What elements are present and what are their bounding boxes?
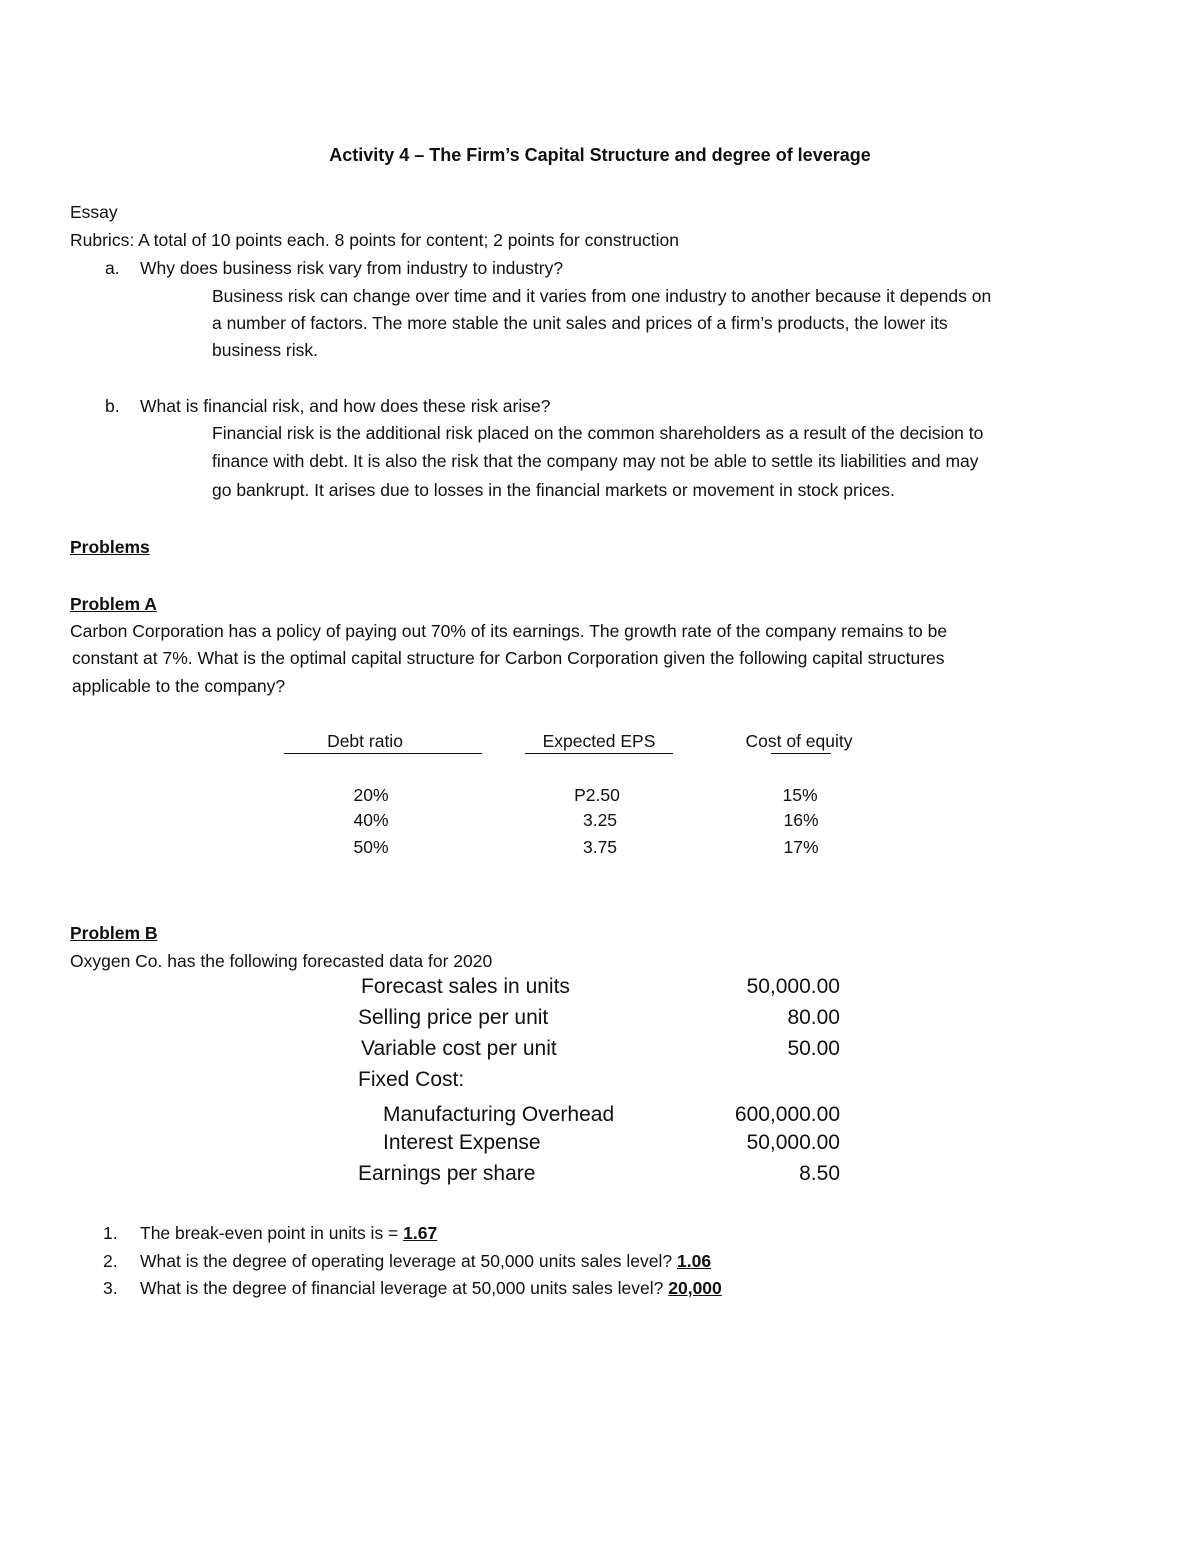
table-cell: 17% [783,837,819,857]
table-cell: 40% [353,810,389,830]
variable-cost-value: 50.00 [787,1037,840,1060]
question-1 [140,1223,437,1244]
answer-a-line-2: a number of factors. The more stable the unit sales and prices of a firm’s products, the lower its [212,313,948,333]
mfg-overhead-label: Manufacturing Overhead [383,1103,615,1126]
forecast-sales-label: Forecast sales in units [361,975,570,998]
question-3-marker: 3. [103,1278,118,1298]
question-1-marker: 1. [103,1223,118,1243]
answer-b-line-2: finance with debt. It is also the risk that the company may not be able to settle its liabilities and may [212,451,979,471]
forecast-sales-value: 50,000.00 [746,975,840,998]
table-cell: 3.75 [582,837,618,857]
essay-heading: Essay [70,202,118,222]
mfg-overhead-value: 600,000.00 [734,1103,840,1126]
table-cell: 3.25 [582,810,618,830]
question-2 [140,1251,711,1272]
rubrics-text: Rubrics: A total of 10 points each. 8 points for content; 2 points for construction [70,230,679,250]
question-3-text: What is the degree of financial leverage at 50,000 units sales level? [140,1278,669,1298]
selling-price-label: Selling price per unit [358,1006,549,1029]
answer-b-line-3: go bankrupt. It arises due to losses in the financial markets or movement in stock prices. [212,480,895,500]
selling-price-value: 80.00 [787,1006,840,1029]
variable-cost-label: Variable cost per unit [361,1037,557,1060]
table-cell: 16% [783,810,819,830]
question-b-text: What is financial risk, and how does these risk arise? [140,396,551,416]
table-cell: P2.50 [574,785,620,805]
question-a-marker: a. [105,258,120,278]
problems-heading: Problems [70,537,150,557]
problem-a-line-3: applicable to the company? [72,676,286,696]
header-underline [284,753,482,754]
question-2-text: What is the degree of operating leverage at 50,000 units sales level? [140,1251,678,1271]
table-header-debt-ratio: Debt ratio [327,731,403,751]
question-a-text: Why does business risk vary from industry to industry? [140,258,564,278]
answer-b-line-1: Financial risk is the additional risk placed on the common shareholders as a result of the decision to [212,423,984,443]
table-cell: 15% [782,785,818,805]
question-2-marker: 2. [103,1251,118,1271]
table-header-expected-eps: Expected EPS [542,731,656,751]
table-cell: 50% [353,837,389,857]
document-title: Activity 4 – The Firm’s Capital Structure and degree of leverage [329,145,871,165]
problem-a-heading: Problem A [70,594,157,614]
question-1-answer: 1.67 [403,1223,438,1243]
problem-a-line-1: Carbon Corporation has a policy of paying out 70% of its earnings. The growth rate of the company remains to be [70,621,948,641]
question-1-text: The break-even point in units is = [140,1223,404,1243]
eps-label: Earnings per share [358,1162,536,1185]
question-3 [140,1278,722,1299]
question-b-marker: b. [105,396,120,416]
problem-b-heading: Problem B [70,923,158,943]
fixed-cost-label: Fixed Cost: [358,1068,465,1091]
question-2-answer: 1.06 [677,1251,712,1271]
question-3-answer: 20,000 [668,1278,722,1298]
table-cell: 20% [353,785,389,805]
answer-a-line-1: Business risk can change over time and it varies from one industry to another because it depends on [212,286,992,306]
problem-a-line-2: constant at 7%. What is the optimal capital structure for Carbon Corporation given the following capital structures [72,648,945,668]
eps-value: 8.50 [799,1162,840,1185]
answer-a-line-3: business risk. [212,340,319,360]
table-header-cost-of-equity: Cost of equity [745,731,853,751]
problem-b-intro: Oxygen Co. has the following forecasted data for 2020 [70,951,493,971]
interest-expense-label: Interest Expense [383,1131,541,1154]
interest-expense-value: 50,000.00 [746,1131,840,1154]
header-underline [771,753,831,754]
header-underline [525,753,673,754]
